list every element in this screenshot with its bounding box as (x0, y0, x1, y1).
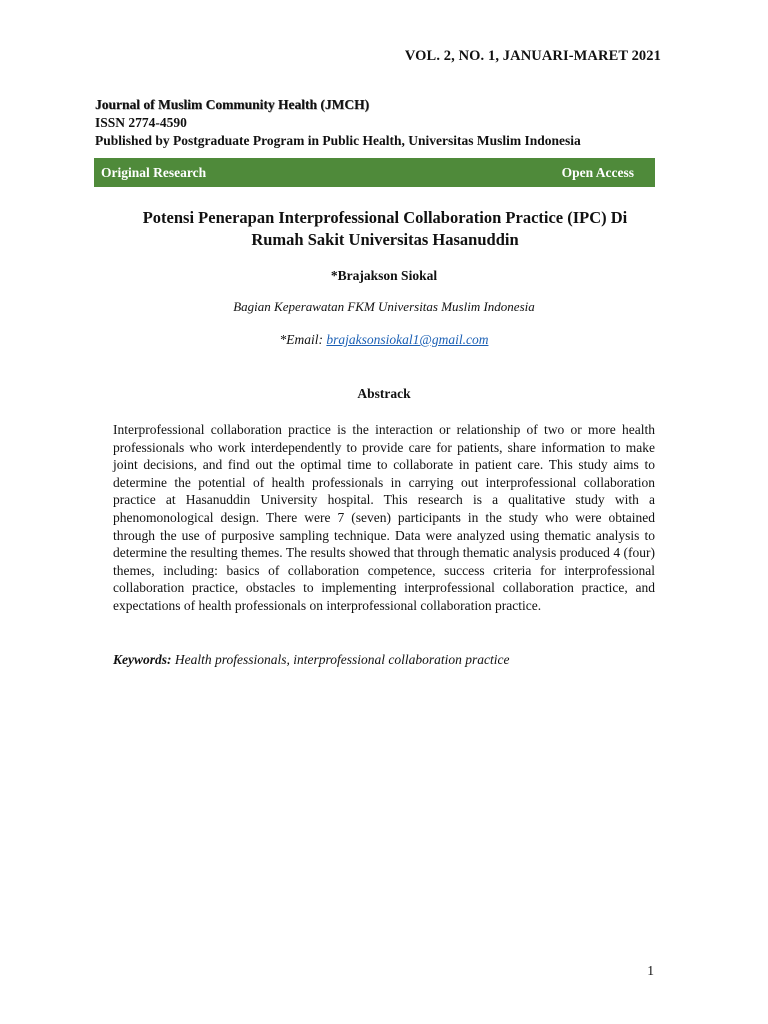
open-access-label: Open Access (561, 164, 634, 180)
article-title-line1: Potensi Penerapan Interprofessional Collaboration Practice (IPC) Di (142, 208, 628, 227)
journal-info (95, 96, 581, 150)
journal-name: Journal of Muslim Community Health (JMCH) (95, 97, 370, 112)
keywords (113, 652, 509, 668)
article-type-banner (94, 158, 655, 187)
issn: ISSN 2774-4590 (95, 115, 187, 130)
volume-issue-label: VOL. 2, NO. 1, JANUARI-MARET 2021 (404, 48, 661, 64)
article-title (95, 207, 675, 251)
email-link[interactable]: brajaksonsiokal1@gmail.com (326, 332, 489, 347)
article-type-label: Original Research (101, 164, 207, 180)
author-affiliation: Bagian Keperawatan FKM Universitas Muslim Indonesia (233, 299, 535, 314)
publisher: Published by Postgraduate Program in Public Health, Universitas Muslim Indonesia (95, 133, 581, 148)
abstract-heading: Abstrack (357, 386, 411, 401)
author-email (0, 332, 768, 348)
article-title-line2: Rumah Sakit Universitas Hasanuddin (251, 230, 519, 249)
abstract-body: Interprofessional collaboration practice is the interaction or relationship of two or more health professionals who work interdependently to provide care for patients, share information to make joint decisions, and find out the optimal time to collaborate in patient care. This study aims to determine the potential of health professionals in carrying out interprofessional collaboration practice at Hasanuddin University hospital. This research is a qualitative study with a phenomonological design. There were 7 (seven) participants in the study who were obtained through the use of purposive sampling technique. Data were analyzed using thematic analysis to determine the resulting themes. The results showed that through thematic analysis produced 4 (four) themes, including: basics of collaboration competence, success criteria for interprofessional collaboration practice, obstacles to implementing interprofessional collaboration practice, and expectations of health professionals on interprofessional collaboration practice. (113, 422, 655, 613)
keywords-text: Health professionals, interprofessional collaboration practice (171, 652, 510, 667)
keywords-label: Keywords: (113, 652, 172, 667)
author-name: *Brajakson Siokal (330, 268, 438, 283)
email-label: *Email: (279, 332, 327, 347)
page-number: 1 (647, 963, 654, 978)
